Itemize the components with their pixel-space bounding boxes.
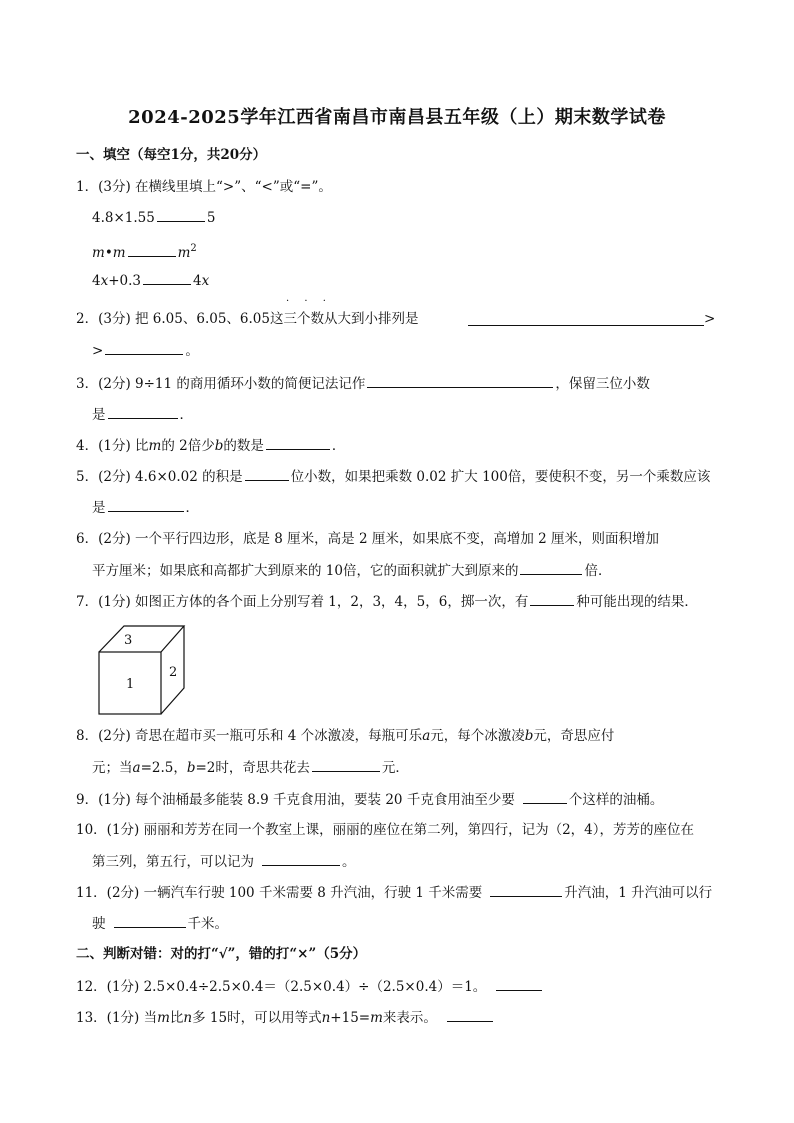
- q4-m: m: [148, 438, 162, 454]
- q2-text: 2．(3分) 把 6.05、6.05、6.05这三个数从大到小排列是: [76, 311, 419, 327]
- question-3-line1: [76, 373, 650, 394]
- q1a-right: 5: [206, 210, 216, 226]
- q1a-left: 4.8×1.55: [92, 210, 155, 226]
- q1c-blank[interactable]: [143, 270, 191, 285]
- q1c-left-post: +0.3: [108, 273, 141, 289]
- q8-line2-pre: 元；当: [92, 760, 133, 776]
- cube-top-face: [99, 626, 184, 652]
- q11-line2-pre: 驶: [92, 916, 106, 932]
- q1b-m2: m: [112, 245, 126, 261]
- q11-line2-end: 千米。: [187, 916, 228, 932]
- question-5-line2: [92, 497, 199, 518]
- q7-pre: 7．(1分) 如图正方体的各个面上分别写着 1，2，3，4，5，6，掷一次，有: [76, 594, 529, 610]
- question-6-line2: [92, 560, 611, 581]
- question-11-line2: [92, 913, 228, 934]
- q1c-left-coef: 4: [92, 273, 101, 289]
- q13-m: m: [157, 1010, 170, 1026]
- question-2-line2: [92, 340, 199, 361]
- question-2-line1: [76, 309, 418, 329]
- q13-m2: m: [370, 1010, 383, 1026]
- question-1c: [92, 270, 209, 291]
- q1b-m1: m: [92, 245, 105, 261]
- q1a-blank[interactable]: [157, 207, 205, 222]
- q12-text: 12．(1分) 2.5×0.4÷2.5×0.4＝（2.5×0.4）÷（2.5×0.4）＝1。: [76, 979, 487, 995]
- q4-mid: 的 2倍少: [161, 438, 215, 454]
- question-1a: [92, 207, 215, 228]
- q8-line1-pre: 8．(2分) 奇思在超市买一瓶可乐和 4 个冰激凌，每瓶可乐: [76, 728, 423, 744]
- question-7: [76, 591, 698, 612]
- section-heading-true-false: 二、判断对错：对的打“√”，错的打“×”（5分）: [76, 946, 367, 962]
- question-5-line1: [76, 466, 710, 487]
- cube-figure: [96, 622, 192, 718]
- q3-line2-end: ．: [179, 407, 193, 423]
- q8-line2-end: 元．: [381, 760, 409, 776]
- repeating-decimal-dots: · · ·: [286, 296, 332, 307]
- q5-pre: 5．(2分) 4.6×0.02 的积是: [76, 469, 243, 485]
- question-6-line1: 6．(2分) 一个平行四边形，底是 8 厘米，高是 2 厘米，如果底不变，高增加 2 厘米，则面积增加: [76, 531, 660, 547]
- q8-line1-mid: 元，每个冰激凌: [430, 728, 525, 744]
- question-8-line2: [92, 757, 409, 778]
- q5-blank-1[interactable]: [245, 466, 289, 481]
- q13-n2: n: [321, 1010, 331, 1026]
- q4-post: 的数是: [223, 438, 264, 454]
- q3-blank-2[interactable]: [108, 404, 178, 419]
- q1c-left-x: x: [100, 273, 109, 289]
- q9-pre: 9．(1分) 每个油桶最多能装 8.9 千克食用油，要装 20 千克食用油至少要: [76, 792, 515, 808]
- q12-blank[interactable]: [496, 976, 542, 991]
- q3-blank-1[interactable]: [367, 373, 553, 388]
- q11-blank-2[interactable]: [114, 913, 186, 928]
- q2-end: 。: [185, 343, 199, 359]
- page-title: 2024-2025学年江西省南昌市南昌县五年级（上）期末数学试卷: [128, 107, 666, 128]
- q11-line1-end: 升汽油，1 升汽油可以行: [564, 885, 713, 901]
- q2-gt-2: >: [92, 343, 104, 359]
- q8-eq1: =2.5，: [140, 760, 187, 776]
- q4-blank[interactable]: [266, 435, 330, 450]
- q4-end: ．: [331, 438, 346, 454]
- question-3-line2: [92, 404, 193, 425]
- q10-line2-end: 。: [342, 854, 356, 870]
- cube-label-top: 3: [124, 633, 133, 648]
- q1c-right-coef: 4: [193, 273, 202, 289]
- q8-line1-end: 元，奇思应付: [533, 728, 615, 744]
- q13-mid2: 多 15时，可以用等式: [192, 1010, 322, 1026]
- q6-line2-pre: 平方厘米；如果底和高都扩大到原来的 10倍，它的面积就扩大到原来的: [92, 563, 519, 579]
- q9-blank[interactable]: [523, 789, 567, 804]
- q8-b2: b: [186, 760, 196, 776]
- q13-blank[interactable]: [447, 1007, 493, 1022]
- q5-post: 位小数，如果把乘数 0.02 扩大 100倍，要使积不变，另一个乘数应该: [290, 469, 711, 485]
- q1b-right-m: m: [177, 245, 191, 261]
- q6-line2-end: 倍．: [584, 563, 612, 579]
- question-10-line2: [92, 851, 356, 872]
- q8-a: a: [422, 728, 431, 744]
- q8-blank[interactable]: [312, 757, 380, 772]
- cube-label-right: 2: [169, 665, 178, 680]
- question-12: [76, 976, 544, 997]
- q13-mid3: +15=: [330, 1010, 371, 1026]
- q1b-dot: •: [104, 245, 113, 261]
- q2-blank-1[interactable]: [468, 311, 704, 326]
- q7-blank[interactable]: [530, 591, 574, 606]
- question-8-line1: [76, 726, 614, 746]
- q1b-blank[interactable]: [128, 242, 176, 257]
- q2-blank-2[interactable]: [105, 340, 183, 355]
- question-13: [76, 1007, 495, 1028]
- section-heading-fill-in: 一、填空（每空1分，共20分）: [76, 147, 267, 163]
- q9-post: 个这样的油桶。: [568, 792, 664, 808]
- q3-text-end: ，保留三位小数: [555, 376, 650, 392]
- q2-gt-1: >: [704, 311, 716, 327]
- q3-line2-text: 是: [92, 407, 106, 423]
- q5-end: ．: [185, 500, 199, 516]
- q13-mid1: 比: [169, 1010, 184, 1026]
- q4-pre: 4．(1分) 比: [76, 438, 149, 454]
- q1b-exponent: 2: [190, 243, 197, 254]
- q3-text: 3．(2分) 9÷11 的商用循环小数的简便记法记作: [76, 376, 366, 392]
- q7-post: 种可能出现的结果．: [576, 594, 698, 610]
- q4-b: b: [214, 438, 224, 454]
- q13-n: n: [183, 1010, 193, 1026]
- q13-pre: 13．(1分) 当: [76, 1010, 158, 1026]
- q5-blank-2[interactable]: [108, 497, 184, 512]
- cube-label-front: 1: [126, 677, 135, 692]
- q8-eq2: =2时，奇思共花去: [195, 760, 310, 776]
- question-9: [76, 789, 663, 810]
- q6-blank-2[interactable]: [520, 560, 582, 575]
- q8-b: b: [524, 728, 534, 744]
- question-4: [76, 435, 345, 456]
- question-11-line1: [76, 882, 712, 903]
- q5-line2: 是: [92, 500, 106, 516]
- q13-post: 来表示。: [382, 1010, 437, 1026]
- q10-blank[interactable]: [262, 851, 340, 866]
- q1c-right-x: x: [201, 273, 210, 289]
- q10-line2-pre: 第三列，第五行，可以记为: [92, 854, 254, 870]
- question-10-line1: 10．(1分) 丽丽和芳芳在同一个教室上课，丽丽的座位在第二列，第四行，记为（2，4），芳芳的座位在: [76, 822, 695, 838]
- q8-a2: a: [132, 760, 141, 776]
- q11-blank-1[interactable]: [490, 882, 562, 897]
- question-1b: [92, 239, 197, 263]
- q11-line1-pre: 11．(2分) 一辆汽车行驶 100 千米需要 8 升汽油，行驶 1 千米需要: [76, 885, 483, 901]
- question-1-stem: 1．(3分) 在横线里填上“>”、“<”或“=”。: [76, 179, 332, 195]
